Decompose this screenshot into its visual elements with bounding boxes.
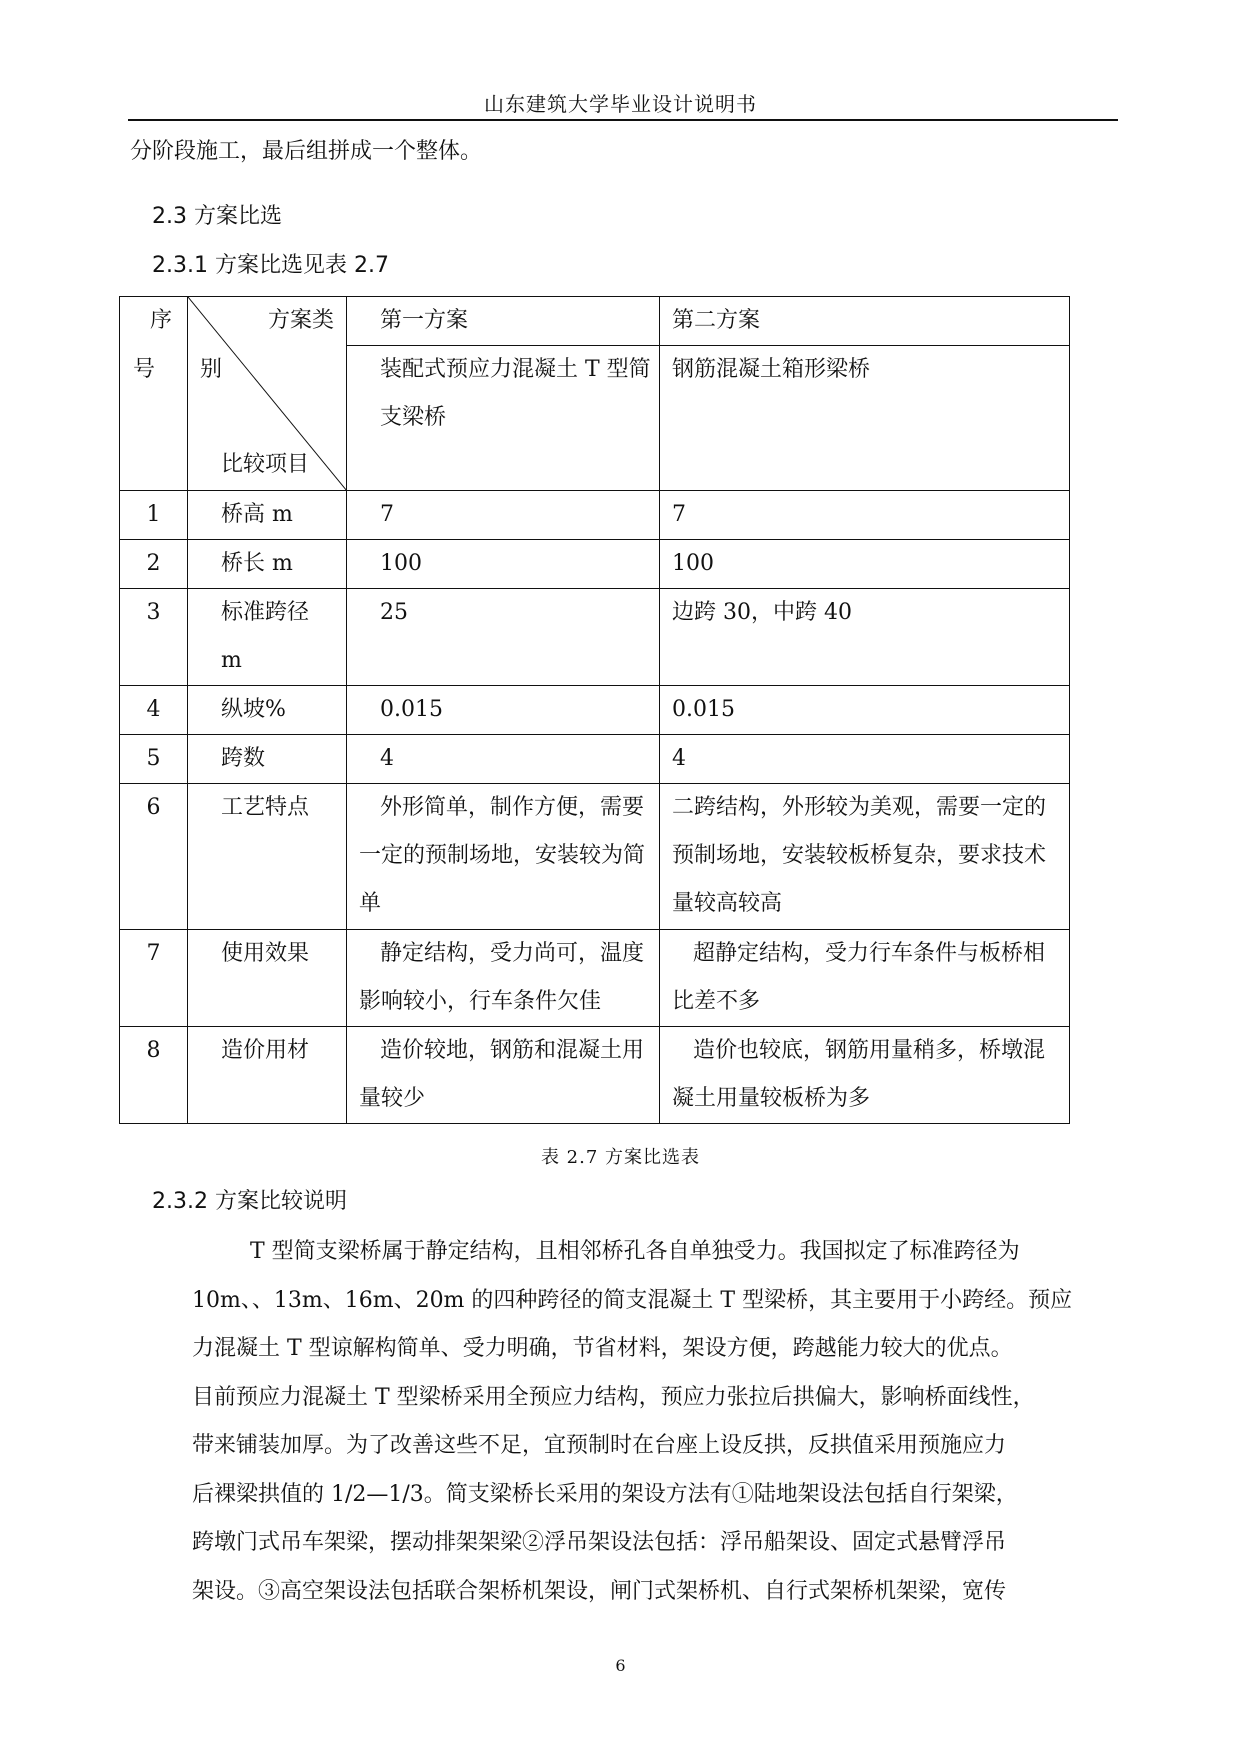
row-value-2: 7 — [660, 491, 1070, 540]
comparison-table — [119, 296, 1070, 1124]
table-row — [120, 589, 1070, 686]
diagonal-header-cell — [188, 297, 347, 491]
col2-type: 钢筋混凝土箱形梁桥 — [660, 346, 1070, 491]
paragraph-line: 架设。③高空架设法包括联合架桥机架设，闸门式架桥机、自行式架桥机架梁，宽传 — [192, 1578, 1007, 1604]
col1-type: 装配式预应力混凝土 T 型简支梁桥 — [347, 346, 660, 491]
row-number: 2 — [120, 540, 188, 589]
row-value-1: 0.015 — [347, 686, 660, 735]
row-item: 桥高 m — [188, 491, 347, 540]
row-item: 桥长 m — [188, 540, 347, 589]
section-2-3-title: 方案比选 — [194, 204, 283, 229]
table-row — [120, 930, 1070, 1027]
row-value-1: 7 — [347, 491, 660, 540]
body-paragraph — [192, 1228, 1118, 1616]
row-value-2: 100 — [660, 540, 1070, 589]
row-value-1: 外形简单，制作方便，需要一定的预制场地，安装较为简单 — [347, 784, 660, 930]
page-header-title: 山东建筑大学毕业设计说明书 — [484, 92, 757, 116]
col2-header: 第二方案 — [660, 297, 1070, 346]
row-number: 7 — [120, 930, 188, 1027]
paragraph-line: 目前预应力混凝土 T 型梁桥采用全预应力结构，预应力张拉后拱偏大，影响桥面线性， — [192, 1384, 1035, 1410]
table-row — [120, 686, 1070, 735]
row-value-2: 4 — [660, 735, 1070, 784]
row-value-2: 超静定结构，受力行车条件与板桥相比差不多 — [660, 930, 1070, 1027]
paragraph-line: 力混凝土 T 型谅解构简单、受力明确，节省材料，架设方便，跨越能力较大的优点。 — [192, 1336, 1013, 1361]
seq-header-top: 序 — [150, 308, 173, 333]
section-2-3-number: 2.3 — [152, 204, 187, 229]
seq-header-cell — [120, 297, 188, 491]
paragraph-line: 带来铺装加厚。为了改善这些不足，宜预制时在台座上设反拱，反拱值采用预施应力 — [192, 1433, 1007, 1458]
table-row — [120, 491, 1070, 540]
row-number: 1 — [120, 491, 188, 540]
row-value-1: 造价较地，钢筋和混凝土用量较少 — [347, 1027, 660, 1124]
table-row — [120, 784, 1070, 930]
page-number: 6 — [615, 1656, 626, 1675]
row-value-2: 0.015 — [660, 686, 1070, 735]
row-item: 使用效果 — [188, 930, 347, 1027]
diag-header-top: 方案类 — [267, 308, 334, 333]
table-row — [120, 540, 1070, 589]
section-2-3-2-title: 方案比较说明 — [214, 1189, 347, 1214]
row-number: 6 — [120, 784, 188, 930]
row-item: 纵坡% — [188, 686, 347, 735]
row-item: 造价用材 — [188, 1027, 347, 1124]
row-number: 8 — [120, 1027, 188, 1124]
row-item: 标准跨径 m — [188, 589, 347, 686]
row-value-2: 边跨 30，中跨 40 — [660, 589, 1070, 686]
row-item: 跨数 — [188, 735, 347, 784]
row-value-1: 100 — [347, 540, 660, 589]
section-2-3-1-number: 2.3.1 — [152, 253, 208, 278]
intro-line: 分阶段施工，最后组拼成一个整体。 — [130, 139, 483, 164]
row-number: 5 — [120, 735, 188, 784]
seq-header-bottom: 号 — [133, 357, 156, 382]
diag-header-bottom: 比较项目 — [221, 452, 310, 477]
row-value-1: 4 — [347, 735, 660, 784]
diag-header-middle: 别 — [200, 357, 223, 382]
header-rule — [128, 119, 1118, 121]
section-2-3-1-heading — [152, 248, 389, 279]
paragraph-line: 跨墩门式吊车架梁，摆动排架架梁②浮吊架设法包括：浮吊船架设、固定式悬臂浮吊 — [192, 1530, 1007, 1555]
table-row — [120, 735, 1070, 784]
section-2-3-1-title: 方案比选见表 2.7 — [214, 253, 389, 278]
section-2-3-2-heading — [152, 1184, 347, 1215]
row-number: 3 — [120, 589, 188, 686]
table-row — [120, 1027, 1070, 1124]
row-value-2: 二跨结构，外形较为美观，需要一定的预制场地，安装较板桥复杂，要求技术量较高较高 — [660, 784, 1070, 930]
section-2-3-heading — [152, 199, 282, 230]
row-number: 4 — [120, 686, 188, 735]
paragraph-line: 后裸梁拱值的 1/2—1/3。简支梁桥长采用的架设方法有①陆地架设法包括自行架梁， — [192, 1481, 1018, 1507]
row-value-2: 造价也较底，钢筋用量稍多，桥墩混凝土用量较板桥为多 — [660, 1027, 1070, 1124]
row-value-1: 25 — [347, 589, 660, 686]
row-value-1: 静定结构，受力尚可，温度影响较小，行车条件欠佳 — [347, 930, 660, 1027]
col1-header: 第一方案 — [347, 297, 660, 346]
paragraph-line: T 型简支梁桥属于静定结构，且相邻桥孔各自单独受力。我国拟定了标准跨径为 — [250, 1239, 1020, 1264]
row-item: 工艺特点 — [188, 784, 347, 930]
section-2-3-2-number: 2.3.2 — [152, 1189, 208, 1214]
table-caption: 表 2.7 方案比选表 — [540, 1147, 701, 1168]
paragraph-line: 10m、、13m、16m、20m 的四种跨径的简支混凝土 T 型梁桥，其主要用于小跨经。预应 — [192, 1287, 1073, 1313]
